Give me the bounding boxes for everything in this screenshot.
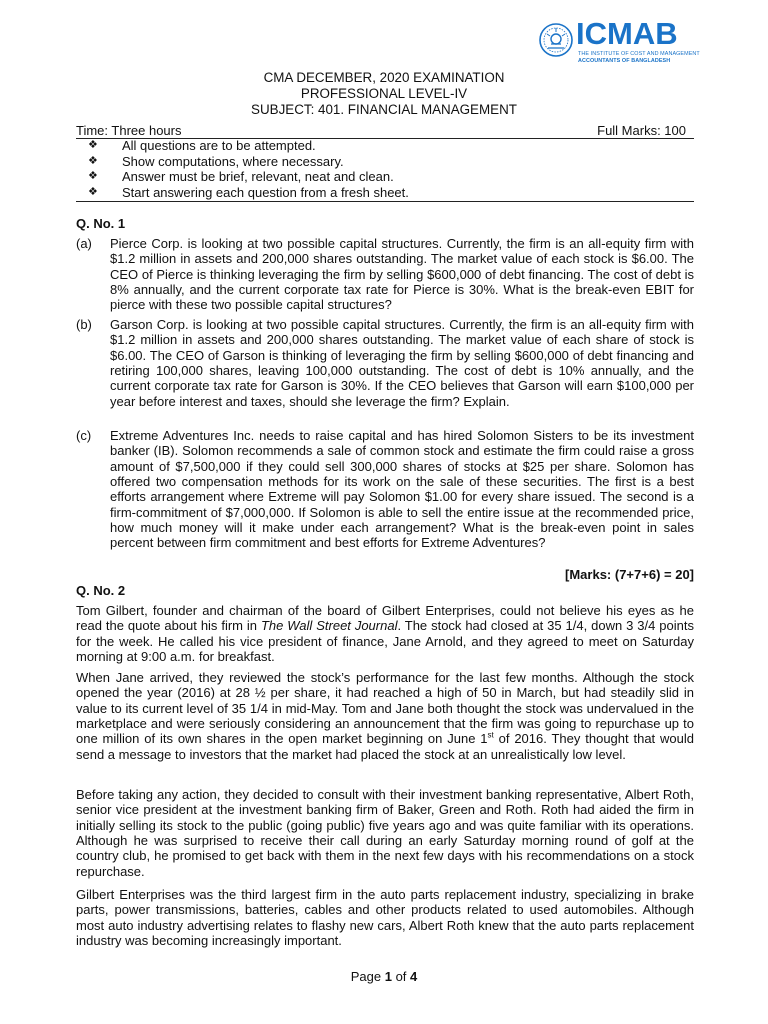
exam-subject: SUBJECT: 401. FINANCIAL MANAGEMENT: [251, 102, 517, 117]
q1-b-text: Garson Corp. is looking at two possible capital structures. Currently, the firm is an all-equity firm with $1.2 million in assets and 200,000 shares outstanding. The market value of each share of stock is $6.00. The CEO of Garson is thinking of leveraging the firm by selling $600,000 of debt financing and retiring 100,000 shares, leaving 100,000 outstanding. The cost of debt is 10% annually, and the current corporate tax rate for Garson is 30%. If the CEO believes that Garson will earn $100,000 per year before interest and taxes, should she leverage the firm? Explain.: [110, 317, 694, 409]
full-marks: Full Marks: 100: [597, 123, 686, 138]
q1-b-label: (b): [76, 317, 92, 332]
diamond-bullet-icon: ❖: [88, 185, 98, 198]
q2-paragraph-2: When Jane arrived, they reviewed the stock’s performance for the last few months. Although the stock opened the year (2016) at 28 ½ per share, it had reached a high of 50 in March, but had steadily slid in value to its current level of 35 1/4 in mid-May. Tom and Jane both thought the stock was undervalued in the marketplace and were seriously considering an announcement that the firm was going to repurchase up to one million of its own shares in the open market beginning on June 1st of 2016. They thought that would send a message to investors that the market had placed the stock at an unrealistically low level.: [76, 670, 694, 762]
instruction-item: ❖ Start answering each question from a fresh sheet.: [88, 184, 409, 200]
q2-paragraph-1: Tom Gilbert, founder and chairman of the board of Gilbert Enterprises, could not believe his eyes as he read the quote about his firm in The Wall Street Journal. The stock had closed at 35 1/4, down 3 3/4 points for the week. He called his vice president of finance, Jane Arnold, and they agreed to meet on Saturday morning at 9:00 a.m. for breakfast.: [76, 603, 694, 665]
logo-subtitle-2: ACCOUNTANTS OF BANGLADESH: [578, 58, 671, 64]
diamond-bullet-icon: ❖: [88, 154, 98, 167]
q1-title: Q. No. 1: [76, 216, 126, 231]
q1-a-text: Pierce Corp. is looking at two possible capital structures. Currently, the firm is an all-equity firm with $1.2 million in assets and 200,000 shares outstanding. The market value of each stock is $6.00. The CEO of Pierce is thinking leveraging the firm by selling $600,000 of debt financing. The cost of debt is 8% annually, and the current corporate tax rate for Pierce is 30%. What is the break-even EBIT for pierce with these two possible capital structures?: [110, 236, 694, 313]
header-rule-bottom: [76, 201, 694, 202]
newspaper-name: The Wall Street Journal: [260, 618, 398, 634]
exam-time: Time: Three hours: [76, 123, 182, 138]
seal-icon: [538, 22, 574, 58]
q1-c-label: (c): [76, 428, 92, 443]
q1-marks: [Marks: (7+7+6) = 20]: [565, 567, 694, 582]
logo-subtitle-1: THE INSTITUTE OF COST AND MANAGEMENT: [578, 51, 700, 57]
diamond-bullet-icon: ❖: [88, 139, 98, 151]
instruction-item: ❖ Answer must be brief, relevant, neat and clean.: [88, 169, 394, 184]
exam-title: CMA DECEMBER, 2020 EXAMINATION: [263, 70, 505, 85]
instruction-item: ❖ All questions are to be attempted.: [88, 138, 316, 153]
q2-paragraph-3: Before taking any action, they decided to consult with their investment banking representative, Albert Roth, senior vice president at the investment banking firm of Baker, Green and Roth. Roth had aided the firm in initially selling its stock to the public (going public) five years ago and was quite familiar with its operations. Although he was surprised to receive their call during an early Saturday morning round of golf at the country club, he promised to get back with them in the next few days with his recommendations on a stock repurchase.: [76, 787, 694, 879]
logo-wordmark: ICMAB: [576, 16, 678, 51]
icmab-logo: [538, 16, 700, 66]
total-pages: 4: [410, 969, 418, 984]
q1-c-text: Extreme Adventures Inc. needs to raise capital and has hired Solomon Sisters to be its investment banker (IB). Solomon recommends a sale of common stock and estimate the firm could raise a gross amount of $7,500,000 if they could sell 300,000 shares of stocks at $25 per share. Solomon has offered two compensation methods for its work on the sale of these securities. The first is a best efforts arrangement where Extreme will pay Solomon $1.00 for every share issued. The second is a firm-commitment of $7,000,000. If Solomon is able to sell the entire issue at the recommended price, how much money will it make under each arrangement? What is the break-even point in sales percent between firm commitment and best efforts for Extreme Adventures?: [110, 428, 694, 551]
current-page: 1: [384, 969, 392, 984]
diamond-bullet-icon: ❖: [88, 170, 98, 182]
page-footer: Page 1 of 4: [350, 969, 418, 984]
q2-paragraph-4: Gilbert Enterprises was the third largest firm in the auto parts replacement industry, specializing in brake parts, power transmissions, batteries, cables and other products related to used automobiles. Although most auto industry advertising relates to flashy new cars, Albert Roth knew that the auto parts replacement industry was becoming increasingly important.: [76, 887, 694, 949]
q2-title: Q. No. 2: [76, 583, 126, 598]
q1-a-label: (a): [76, 236, 92, 251]
instruction-item: ❖ Show computations, where necessary.: [88, 153, 344, 169]
instructions-list: [88, 138, 688, 200]
exam-level: PROFESSIONAL LEVEL-IV: [300, 86, 468, 101]
